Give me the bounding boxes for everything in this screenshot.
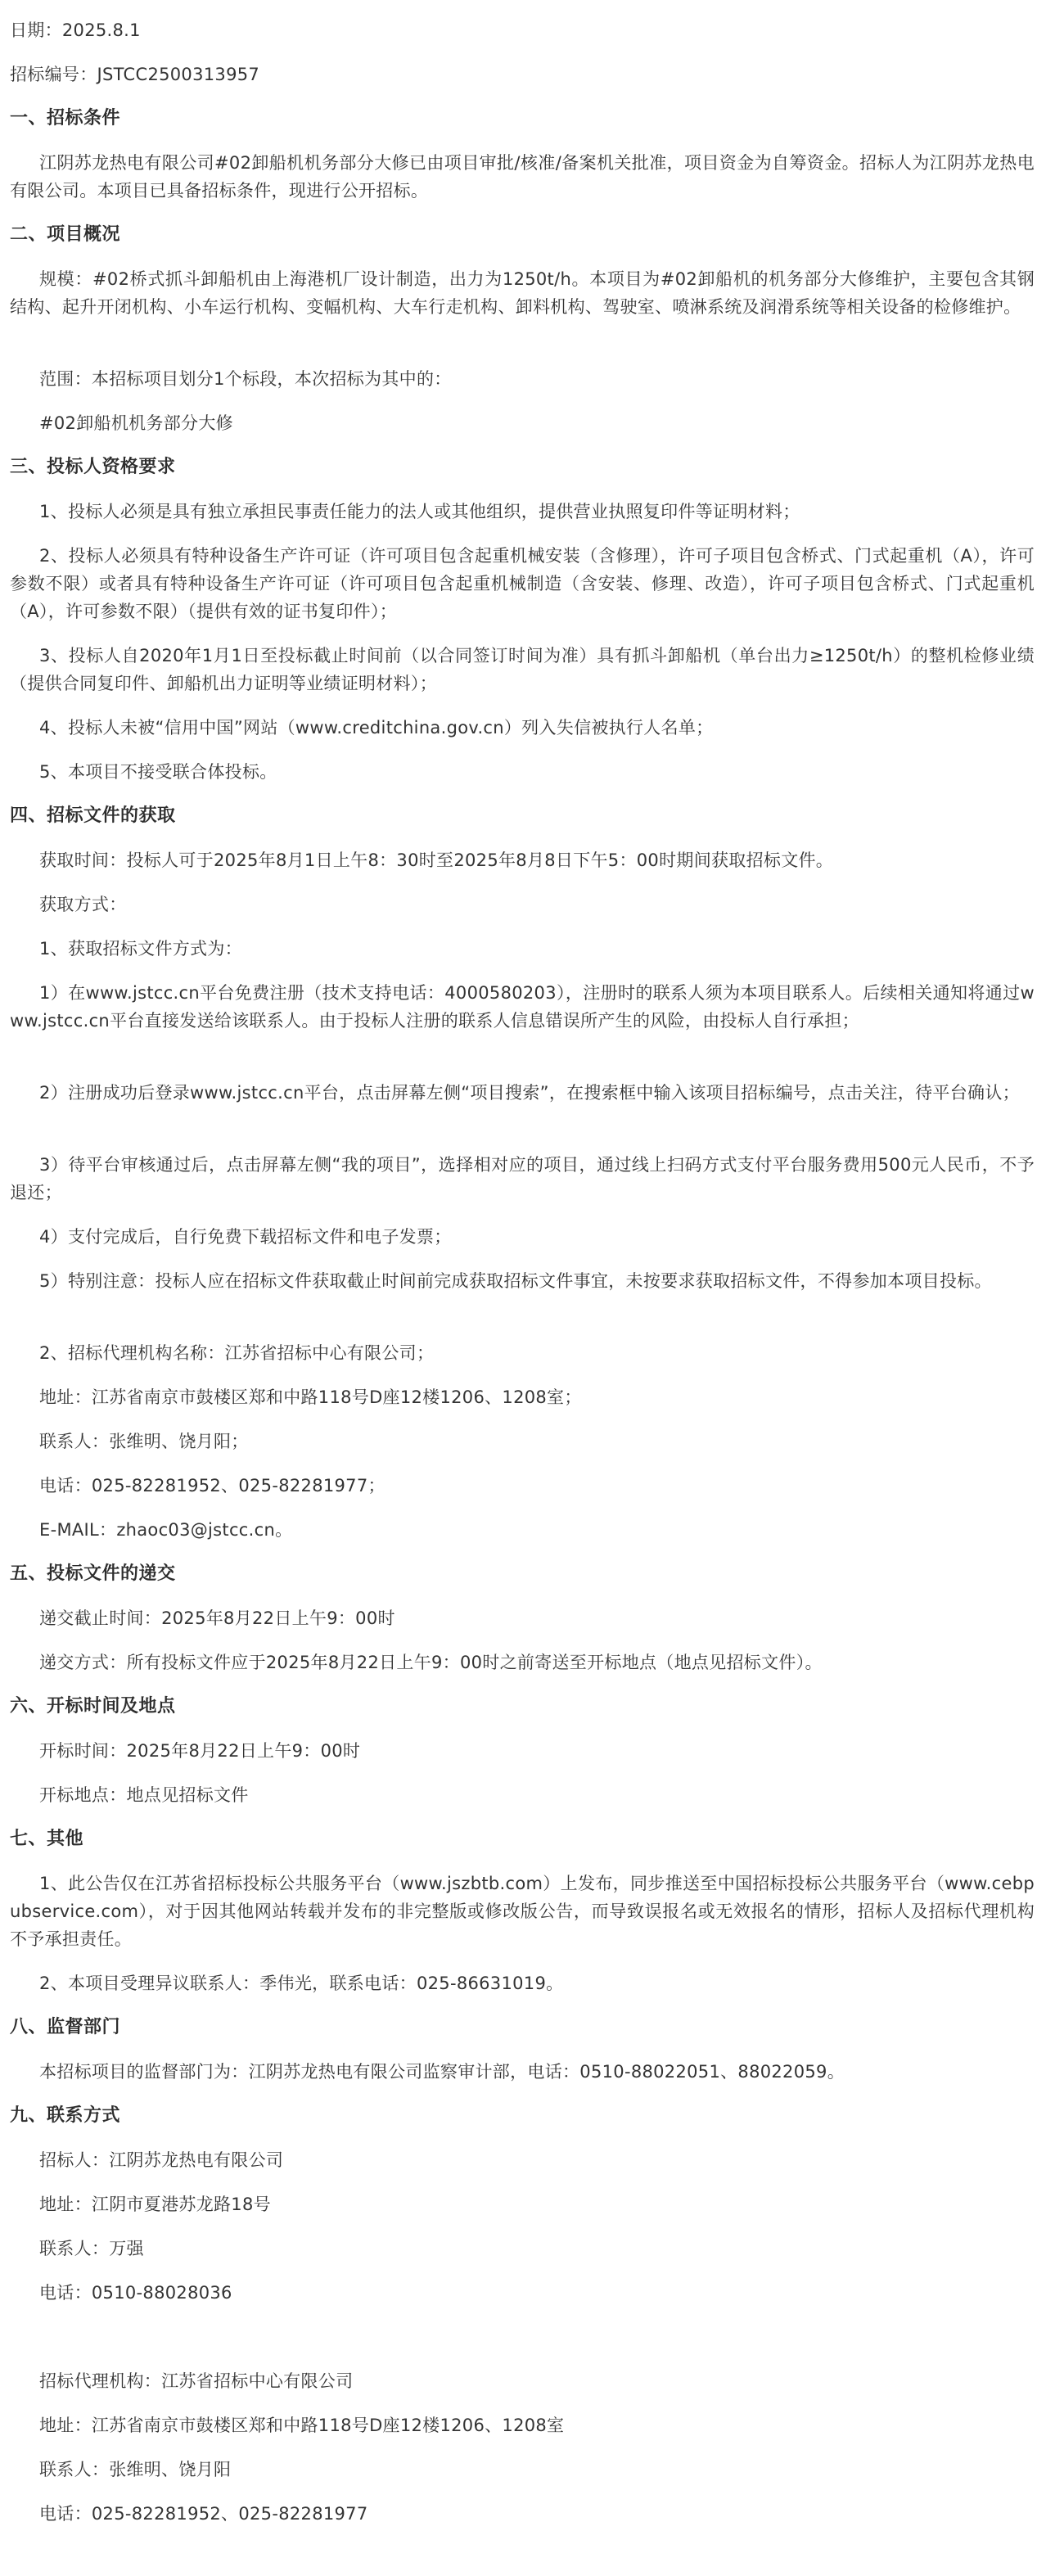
obtain-step-4: 4）支付完成后，自行免费下载招标文件和电子发票；: [39, 1227, 452, 1247]
qualification-item-3: 3、投标人自2020年1月1日至投标截止时间前（以合同签订时间为准）具有抓斗卸船机（单台出力≥1250t/h）的整机检修业绩（提供合同复印件、卸船机出力证明等业绩证明材料）；: [10, 646, 1035, 693]
submission-deadline-text: 递交截止时间：2025年8月22日上午9：00时: [39, 1608, 395, 1628]
announcement-date: 日期：2025.8.1: [10, 20, 141, 40]
obtain-step-2: 2）注册成功后登录www.jstcc.cn平台，点击屏幕左侧“项目搜索”，在搜索框中输入该项目招标编号，点击关注，待平台确认；: [39, 1083, 1020, 1103]
agency-phone-text: 电话：025-82281952、025-82281977；: [39, 1476, 385, 1496]
qualification-item-2: 2、投标人必须具有特种设备生产许可证（许可项目包含起重机械安装（含修理），许可子项目包含桥式、门式起重机（A），许可参数不限）或者具有特种设备生产许可证（许可项目包含起重机械制造（含安装、修理、改造），许可子项目包含桥式、门式起重机（A），许可参数不限）（提供有效的证书复印件）；: [10, 546, 1035, 621]
section-heading-contact: 九、联系方式: [10, 2105, 121, 2126]
opening-time-text: 开标时间：2025年8月22日上午9：00时: [39, 1741, 361, 1761]
other-item-2: 2、本项目受理异议联系人：季伟光，联系电话：025-86631019。: [39, 1974, 564, 1993]
section-heading-project-overview: 二、项目概况: [10, 224, 121, 245]
project-scope-text: 范围：本招标项目划分1个标段，本次招标为其中的：: [39, 369, 452, 389]
agency-address: 地址：江苏省南京市鼓楼区郑和中路118号D座12楼1206、1208室: [39, 2416, 565, 2435]
agency-email-text: E-MAIL：zhaoc03@jstcc.cn。: [39, 1520, 293, 1540]
agency-address-text: 地址：江苏省南京市鼓楼区郑和中路118号D座12楼1206、1208室；: [39, 1387, 582, 1407]
obtain-step-1: 1）在www.jstcc.cn平台免费注册（技术支持电话：4000580203），注册时的联系人须为本项目联系人。后续相关通知将通过www.jstcc.cn平台直接发送给该联系人。由于投标人注册的联系人信息错误所产生的风险，由投标人自行承担；: [10, 983, 1035, 1031]
section-heading-qualification: 三、投标人资格要求: [10, 457, 176, 477]
tender-conditions-text: 江阴苏龙热电有限公司#02卸船机机务部分大修已由项目审批/核准/备案机关批准，项目资金为自筹资金。招标人为江阴苏龙热电有限公司。本项目已具备招标条件，现进行公开招标。: [10, 153, 1035, 201]
section-heading-supervision: 八、监督部门: [10, 2017, 121, 2037]
qualification-item-1: 1、投标人必须是具有独立承担民事责任能力的法人或其他组织，提供营业执照复印件等证明材料；: [39, 502, 800, 521]
agency-name: 招标代理机构：江苏省招标中心有限公司: [39, 2371, 354, 2391]
section-heading-other: 七、其他: [10, 1829, 84, 1849]
obtain-time-text: 获取时间：投标人可于2025年8月1日上午8：30时至2025年8月8日下午5：00时期间获取招标文件。: [39, 850, 834, 870]
section-heading-obtain-documents: 四、招标文件的获取: [10, 805, 176, 826]
tender-number: 招标编号：JSTCC2500313957: [10, 65, 260, 84]
tenderer-contact: 联系人：万强: [39, 2239, 144, 2258]
supervision-text: 本招标项目的监督部门为：江阴苏龙热电有限公司监察审计部，电话：0510-88022051、88022059。: [39, 2062, 845, 2082]
obtain-method-label: 获取方式：: [39, 895, 127, 914]
obtain-step-5: 5）特别注意：投标人应在招标文件获取截止时间前完成获取招标文件事宜，未按要求获取招标文件，不得参加本项目投标。: [39, 1271, 992, 1291]
agency-phone: 电话：025-82281952、025-82281977: [39, 2504, 368, 2524]
opening-place-text: 开标地点：地点见招标文件: [39, 1785, 249, 1805]
qualification-item-4: 4、投标人未被“信用中国”网站（www.creditchina.gov.cn）列入失信被执行人名单；: [39, 718, 714, 738]
tenderer-address: 地址：江阴市夏港苏龙路18号: [39, 2195, 271, 2214]
other-item-1: 1、此公告仅在江苏省招标投标公共服务平台（www.jszbtb.com）上发布，同步推送至中国招标投标公共服务平台（www.cebpubservice.com），对于因其他网站转载并发布的非完整版或修改版公告，而导致误报名或无效报名的情形，招标人及招标代理机构不予承担责任。: [10, 1874, 1035, 1949]
tenderer-name: 招标人：江阴苏龙热电有限公司: [39, 2150, 284, 2170]
obtain-step-3: 3）待平台审核通过后，点击屏幕左侧“我的项目”，选择相对应的项目，通过线上扫码方式支付平台服务费用500元人民币，不予退还；: [10, 1155, 1035, 1202]
agency-name-text: 2、招标代理机构名称：江苏省招标中心有限公司；: [39, 1343, 435, 1363]
project-scale-text: 规模：#02桥式抓斗卸船机由上海港机厂设计制造，出力为1250t/h。本项目为#02卸船机的机务部分大修维护，主要包含其钢结构、起升开闭机构、小车运行机构、变幅机构、大车行走机构、卸料机构、驾驶室、喷淋系统及润滑系统等相关设备的检修维护。: [10, 269, 1035, 317]
tenderer-phone: 电话：0510-88028036: [39, 2283, 232, 2303]
section-heading-bid-submission: 五、投标文件的递交: [10, 1563, 176, 1584]
agency-contact-text: 联系人：张维明、饶月阳；: [39, 1432, 249, 1451]
section-heading-tender-conditions: 一、招标条件: [10, 108, 121, 129]
obtain-method-intro: 1、获取招标文件方式为：: [39, 939, 242, 959]
qualification-item-5: 5、本项目不接受联合体投标。: [39, 762, 277, 782]
agency-contact: 联系人：张维明、饶月阳: [39, 2460, 232, 2479]
project-lot-name: #02卸船机机务部分大修: [39, 413, 233, 433]
submission-method-text: 递交方式：所有投标文件应于2025年8月22日上午9：00时之前寄送至开标地点（地点见招标文件）。: [39, 1653, 823, 1672]
section-heading-bid-opening: 六、开标时间及地点: [10, 1696, 176, 1717]
